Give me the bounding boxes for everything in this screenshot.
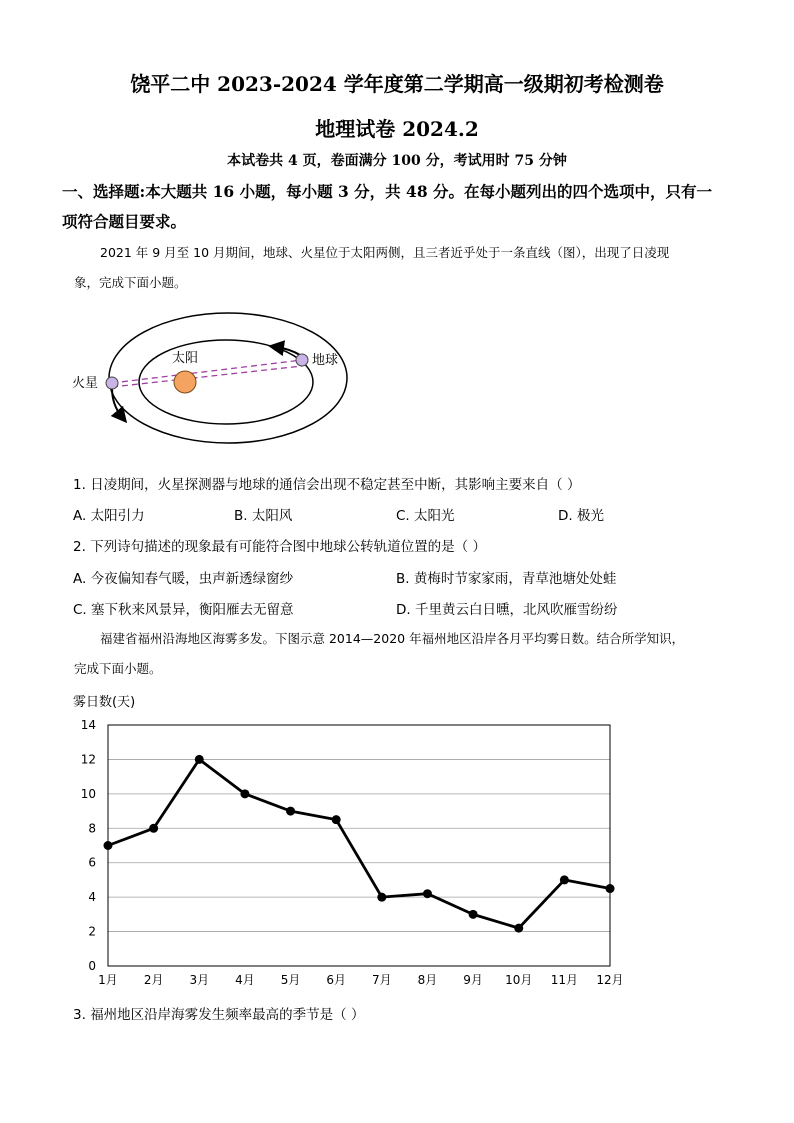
question-3-text: 福州地区沿岸海雾发生频率最高的季节是（ ） xyxy=(90,1007,365,1023)
earth-direction-arrow xyxy=(276,347,300,355)
y-tick-label: 0 xyxy=(88,959,96,973)
q2-option-b[interactable]: B. 黄梅时节家家雨，青草池塘处处蛙 xyxy=(396,571,617,587)
q2-option-c[interactable]: C. 塞下秋来风景异，衡阳雁去无留意 xyxy=(73,602,294,618)
orbit-diagram xyxy=(62,305,362,455)
data-point xyxy=(606,884,615,893)
data-point xyxy=(149,824,158,833)
question-2 xyxy=(73,535,486,555)
data-point xyxy=(377,893,386,902)
y-tick-label: 4 xyxy=(88,890,96,905)
q1-option-c[interactable]: C. 太阳光 xyxy=(396,508,455,524)
x-tick-label: 12月 xyxy=(596,973,624,987)
passage-1-line1: 2021 年 9 月至 10 月期间，地球、火星位于太阳两侧，且三者近乎处于一条直线（图），出现了日凌现 xyxy=(100,245,670,260)
x-tick-label: 3月 xyxy=(189,973,210,987)
q2-option-d[interactable]: D. 千里黄云白日曛，北风吹雁雪纷纷 xyxy=(396,602,618,618)
data-point xyxy=(240,789,249,798)
x-tick-label: 2月 xyxy=(143,973,164,987)
y-tick-label: 12 xyxy=(80,752,96,767)
x-tick-label: 6月 xyxy=(326,973,347,987)
question-1-number: 1. xyxy=(73,477,86,493)
data-point xyxy=(514,924,523,933)
subject-title: 地理试卷 2024.2 xyxy=(315,117,479,141)
data-point xyxy=(469,910,478,919)
data-point xyxy=(195,755,204,764)
data-point xyxy=(286,807,295,816)
y-tick-label: 2 xyxy=(88,924,96,939)
x-tick-label: 4月 xyxy=(235,973,255,987)
earth-orbit xyxy=(139,340,313,424)
q1-option-d[interactable]: D. 极光 xyxy=(558,508,604,524)
sun-icon xyxy=(174,371,196,393)
question-3-number: 3. xyxy=(73,1007,86,1023)
passage-2-line2: 完成下面小题。 xyxy=(74,661,162,676)
y-tick-label: 8 xyxy=(88,821,96,836)
data-point xyxy=(104,841,113,850)
question-3 xyxy=(73,1003,364,1023)
y-tick-label: 10 xyxy=(80,786,96,801)
x-tick-label: 10月 xyxy=(505,973,533,987)
sun-label: 太阳 xyxy=(172,351,199,366)
passage-1-line2: 象，完成下面小题。 xyxy=(74,275,187,290)
question-1-text: 日凌期间，火星探测器与地球的通信会出现不稳定甚至中断，其影响主要来自（ ） xyxy=(90,477,581,493)
y-tick-label: 14 xyxy=(80,718,96,732)
fog-days-chart xyxy=(60,712,640,992)
data-point xyxy=(423,889,432,898)
earth-label: 地球 xyxy=(312,353,339,368)
exam-info: 本试卷共 4 页，卷面满分 100 分，考试用时 75 分钟 xyxy=(227,153,567,169)
alignment-line-lower xyxy=(112,366,302,387)
series-line xyxy=(108,759,610,928)
chart-ylabel: 雾日数(天) xyxy=(73,695,136,710)
mars-label: 火星 xyxy=(72,376,99,391)
earth-icon xyxy=(296,354,308,366)
x-tick-label: 11月 xyxy=(550,973,579,987)
section-heading-line1: 一、选择题:本大题共 16 小题，每小题 3 分，共 48 分。在每小题列出的四个选项中，只有一 xyxy=(62,182,713,201)
exam-title: 饶平二中 2023-2024 学年度第二学期高一级期初考检测卷 xyxy=(130,72,664,96)
mars-icon xyxy=(106,377,118,389)
x-tick-label: 1月 xyxy=(98,973,118,987)
x-tick-label: 9月 xyxy=(463,973,483,987)
x-tick-label: 5月 xyxy=(280,973,301,987)
passage-1 xyxy=(74,238,726,298)
x-tick-label: 8月 xyxy=(417,973,438,987)
question-2-number: 2. xyxy=(73,539,86,555)
plot-frame xyxy=(108,725,610,966)
passage-2-line1: 福建省福州沿海地区海雾多发。下图示意 2014—2020 年福州地区沿岸各月平均雾日数。结合所学知识， xyxy=(100,631,685,646)
y-tick-label: 6 xyxy=(88,855,96,870)
data-point xyxy=(332,815,341,824)
question-2-text: 下列诗句描述的现象最有可能符合图中地球公转轨道位置的是（ ） xyxy=(90,539,486,555)
section-heading-line2: 项符合题目要求。 xyxy=(62,212,187,231)
data-point xyxy=(560,875,569,884)
question-1 xyxy=(73,473,580,493)
q1-option-a[interactable]: A. 太阳引力 xyxy=(73,508,145,524)
section-heading xyxy=(62,177,732,237)
q1-option-b[interactable]: B. 太阳风 xyxy=(234,508,293,524)
alignment-line-upper xyxy=(112,360,302,383)
x-tick-label: 7月 xyxy=(371,973,392,987)
passage-2 xyxy=(74,624,726,684)
q2-option-a[interactable]: A. 今夜偏知春气暖，虫声新透绿窗纱 xyxy=(73,571,294,587)
